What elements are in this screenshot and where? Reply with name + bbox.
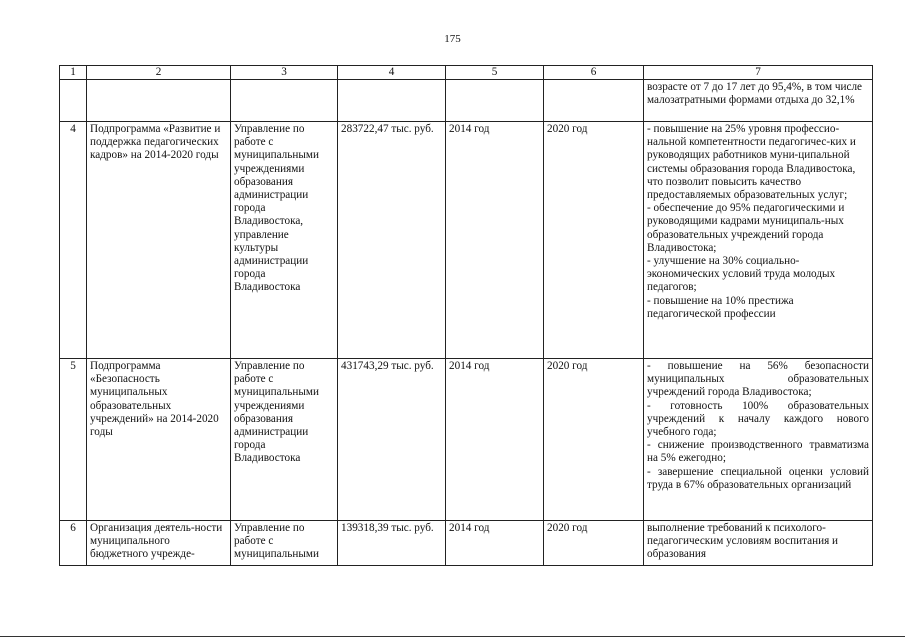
- header-cell: 4: [338, 66, 446, 80]
- page-number: 175: [444, 33, 461, 45]
- row-funding: 431743,29 тыс. руб.: [338, 359, 446, 521]
- row-funding: 283722,47 тыс. руб.: [338, 122, 446, 359]
- row-number: 5: [60, 359, 87, 521]
- table-row: [60, 359, 873, 521]
- row-name: Организация деятель-ности муниципального бюджетного учрежде-: [87, 521, 231, 566]
- table-row: [60, 521, 873, 566]
- row-funding: [338, 80, 446, 122]
- row-start-year: 2014 год: [446, 521, 544, 566]
- row-name: Подпрограмма «Развитие и поддержка педагогических кадров» на 2014-2020 годы: [87, 122, 231, 359]
- row-end-year: 2020 год: [544, 359, 644, 521]
- program-table: [59, 65, 873, 566]
- header-cell: 3: [231, 66, 338, 80]
- row-executor: Управление по работе с муниципальными: [231, 521, 338, 566]
- result-item: - повышение на 25% уровня профессио-нальной компетентности педагогичес-ких и руководящих работников муни-ципальной системы образования города Владивостока, что позволит повысить качество предоставляемых образовательных услуг;: [647, 123, 856, 202]
- result-item: возрасте от 7 до 17 лет до 95,4%, в том числе малозатратными формами отдыха до 32,1%: [647, 81, 862, 107]
- table-row: [60, 122, 873, 359]
- scan-edge-line: [0, 636, 905, 637]
- row-executor: [231, 80, 338, 122]
- header-cell: 5: [446, 66, 544, 80]
- result-item: - готовность 100% образовательных учреждений к началу каждого нового учебного года;: [647, 399, 869, 439]
- row-name: [87, 80, 231, 122]
- row-end-year: [544, 80, 644, 122]
- row-start-year: 2014 год: [446, 359, 544, 521]
- row-end-year: 2020 год: [544, 122, 644, 359]
- row-name: Подпрограмма «Безопасность муниципальных образовательных учреждений» на 2014-2020 годы: [87, 359, 231, 521]
- header-cell: 7: [644, 66, 873, 80]
- row-funding: 139318,39 тыс. руб.: [338, 521, 446, 566]
- row-executor: Управление по работе с муниципальными учреждениями образования администрации города Владивостока, управление культуры администрации города Владивостока: [231, 122, 338, 359]
- header-cell: 1: [60, 66, 87, 80]
- row-number: 6: [60, 521, 87, 566]
- row-results: [644, 122, 873, 359]
- row-results: [644, 80, 873, 122]
- row-executor: Управление по работе с муниципальными учреждениями образования администрации города Владивостока: [231, 359, 338, 521]
- result-item: - улучшение на 30% социально-экономических условий труда молодых педагогов;: [647, 255, 836, 294]
- row-number: 4: [60, 122, 87, 359]
- row-end-year: 2020 год: [544, 521, 644, 566]
- header-cell: 2: [87, 66, 231, 80]
- result-item: - снижение производственного травматизма на 5% ежегодно;: [647, 439, 869, 465]
- result-item: - завершение специальной оценки условий труда в 67% образовательных организаций: [647, 465, 869, 491]
- table-header-row: [60, 66, 873, 80]
- result-item: - повышение на 10% престижа педагогической профессии: [647, 294, 794, 320]
- row-start-year: [446, 80, 544, 122]
- row-start-year: 2014 год: [446, 122, 544, 359]
- result-item: - повышение на 56% безопасности муниципальных образовательных учреждений города Владивостока;: [647, 360, 869, 399]
- row-number: [60, 80, 87, 122]
- row-results: [644, 359, 873, 521]
- table-row: [60, 80, 873, 122]
- result-item: - обеспечение до 95% педагогическими и руководящими кадрами муниципаль-ных образовательных учреждений города Владивостока;: [647, 202, 845, 254]
- result-item: выполнение требований к психолого-педагогическим условиям воспитания и образования: [647, 522, 839, 561]
- header-cell: 6: [544, 66, 644, 80]
- row-results: [644, 521, 873, 566]
